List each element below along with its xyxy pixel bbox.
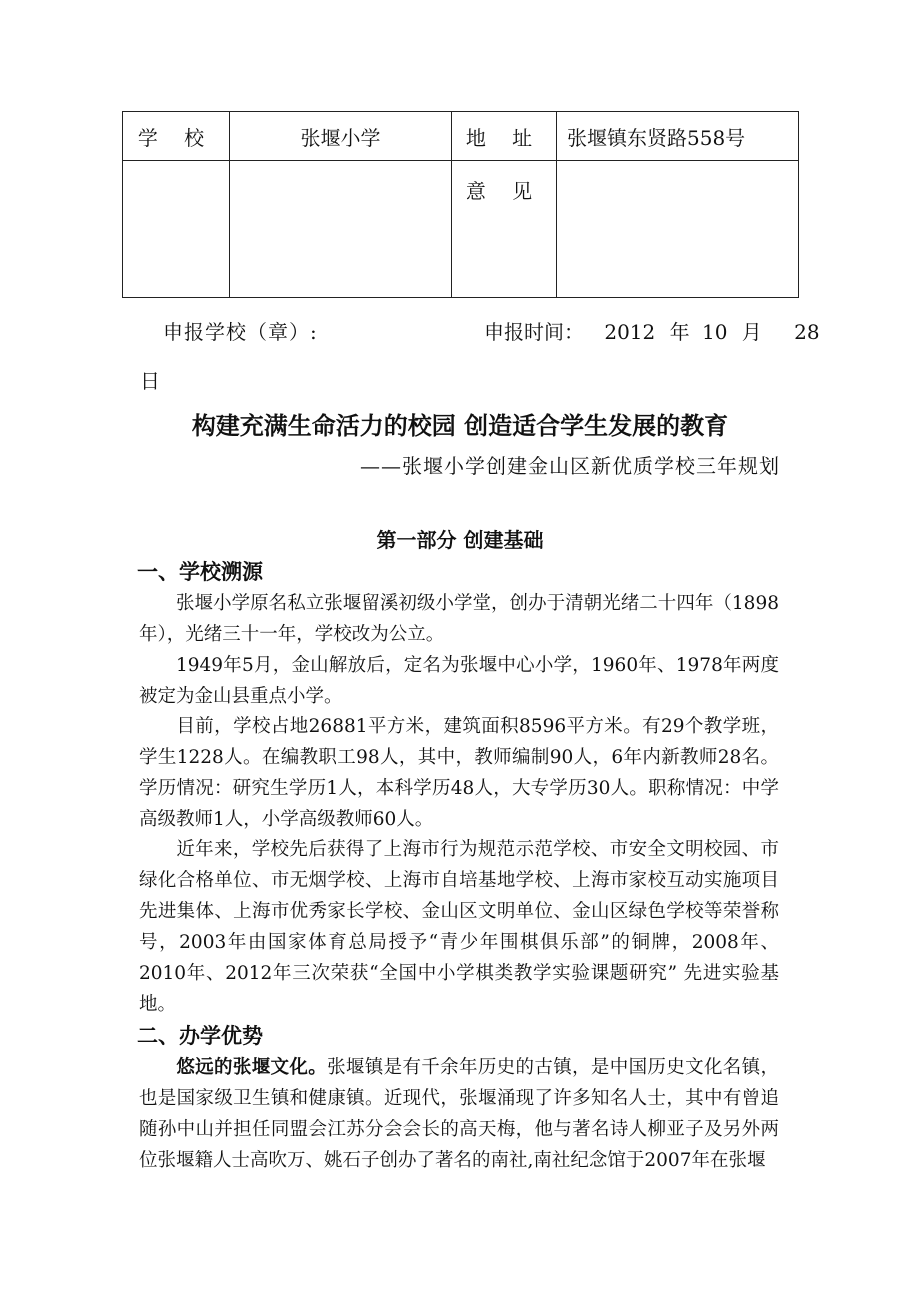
empty-cell: [230, 161, 452, 298]
month-value: 10: [701, 320, 728, 344]
paragraph-lead: 悠远的张堰文化。: [176, 1057, 328, 1078]
section-one-paragraph-4: [139, 834, 779, 1020]
section-two-paragraph-1: [139, 1052, 779, 1176]
section-one-paragraph-2: [139, 650, 779, 712]
paragraph-text: 目前，学校占地26881平方米，建筑面积8596平方米。有29个教学班，学生1228人。在编教职工98人，其中，教师编制90人，6年内新教师28名。学历情况：研究生学历1人，本科学历48人，大专学历30人。职称情况：中学高级教师1人，小学高级教师60人。: [139, 716, 779, 830]
document-subtitle: ——张堰小学创建金山区新优质学校三年规划: [360, 454, 780, 478]
time-label: 申报时间：: [484, 320, 584, 344]
paragraph-text: 1949年5月，金山解放后，定名为张堰中心小学，1960年、1978年两度被定为金山县重点小学。: [139, 655, 779, 707]
table-row: [123, 161, 799, 298]
address-label-cell: 地 址: [452, 112, 557, 161]
section-one-paragraph-1: [139, 588, 779, 650]
school-label-cell: 学 校: [123, 112, 230, 161]
paragraph-text: 张堰小学原名私立张堰留溪初级小学堂，创办于清朝光绪二十四年（1898年），光绪三十一年，学校改为公立。: [139, 593, 779, 645]
year-value: 2012: [604, 320, 656, 344]
year-unit: 年: [669, 320, 690, 344]
part-one-title: 第一部分 创建基础: [376, 528, 544, 552]
school-stamp-label: 申报学校（章）:: [163, 320, 318, 344]
month-unit: 月: [741, 320, 762, 344]
opinion-value-cell: [557, 161, 799, 298]
day-unit: 日: [140, 369, 160, 393]
section-one-heading: 一、学校溯源: [137, 560, 263, 584]
paragraph-text: 近年来，学校先后获得了上海市行为规范示范学校、市安全文明校园、市绿化合格单位、市无烟学校、上海市自培基地学校、上海市家校互动实施项目先进集体、上海市优秀家长学校、金山区文明单位、金山区绿色学校等荣誉称号，2003年由国家体育总局授予“青少年围棋俱乐部”的铜牌，2008年、2010年、2012年三次荣获“全国中小学棋类教学实验课题研究” 先进实验基地。: [139, 839, 779, 1015]
table-row: [123, 112, 799, 161]
paragraph-text: 张堰镇是有千余年历史的古镇，是中国历史文化名镇，也是国家级卫生镇和健康镇。近现代，张堰涌现了许多知名人士，其中有曾追随孙中山并担任同盟会江苏分会会长的高天梅，他与著名诗人柳亚子及另外两位张堰籍人士高吹万、姚石子创办了著名的南社,南社纪念馆于2007年在张堰: [139, 1057, 779, 1171]
opinion-label-cell: 意 见: [452, 161, 557, 298]
section-two-heading: 二、办学优势: [137, 1024, 263, 1048]
school-name-cell: 张堰小学: [230, 112, 452, 161]
document-title: 构建充满生命活力的校园 创造适合学生发展的教育: [191, 412, 729, 440]
declaration-form-table: [122, 111, 799, 298]
address-value-cell: 张堰镇东贤路558号: [557, 112, 799, 161]
section-one-paragraph-3: [139, 711, 779, 835]
declaration-time: [484, 316, 820, 345]
empty-cell: [123, 161, 230, 298]
day-value: 28: [794, 320, 820, 344]
